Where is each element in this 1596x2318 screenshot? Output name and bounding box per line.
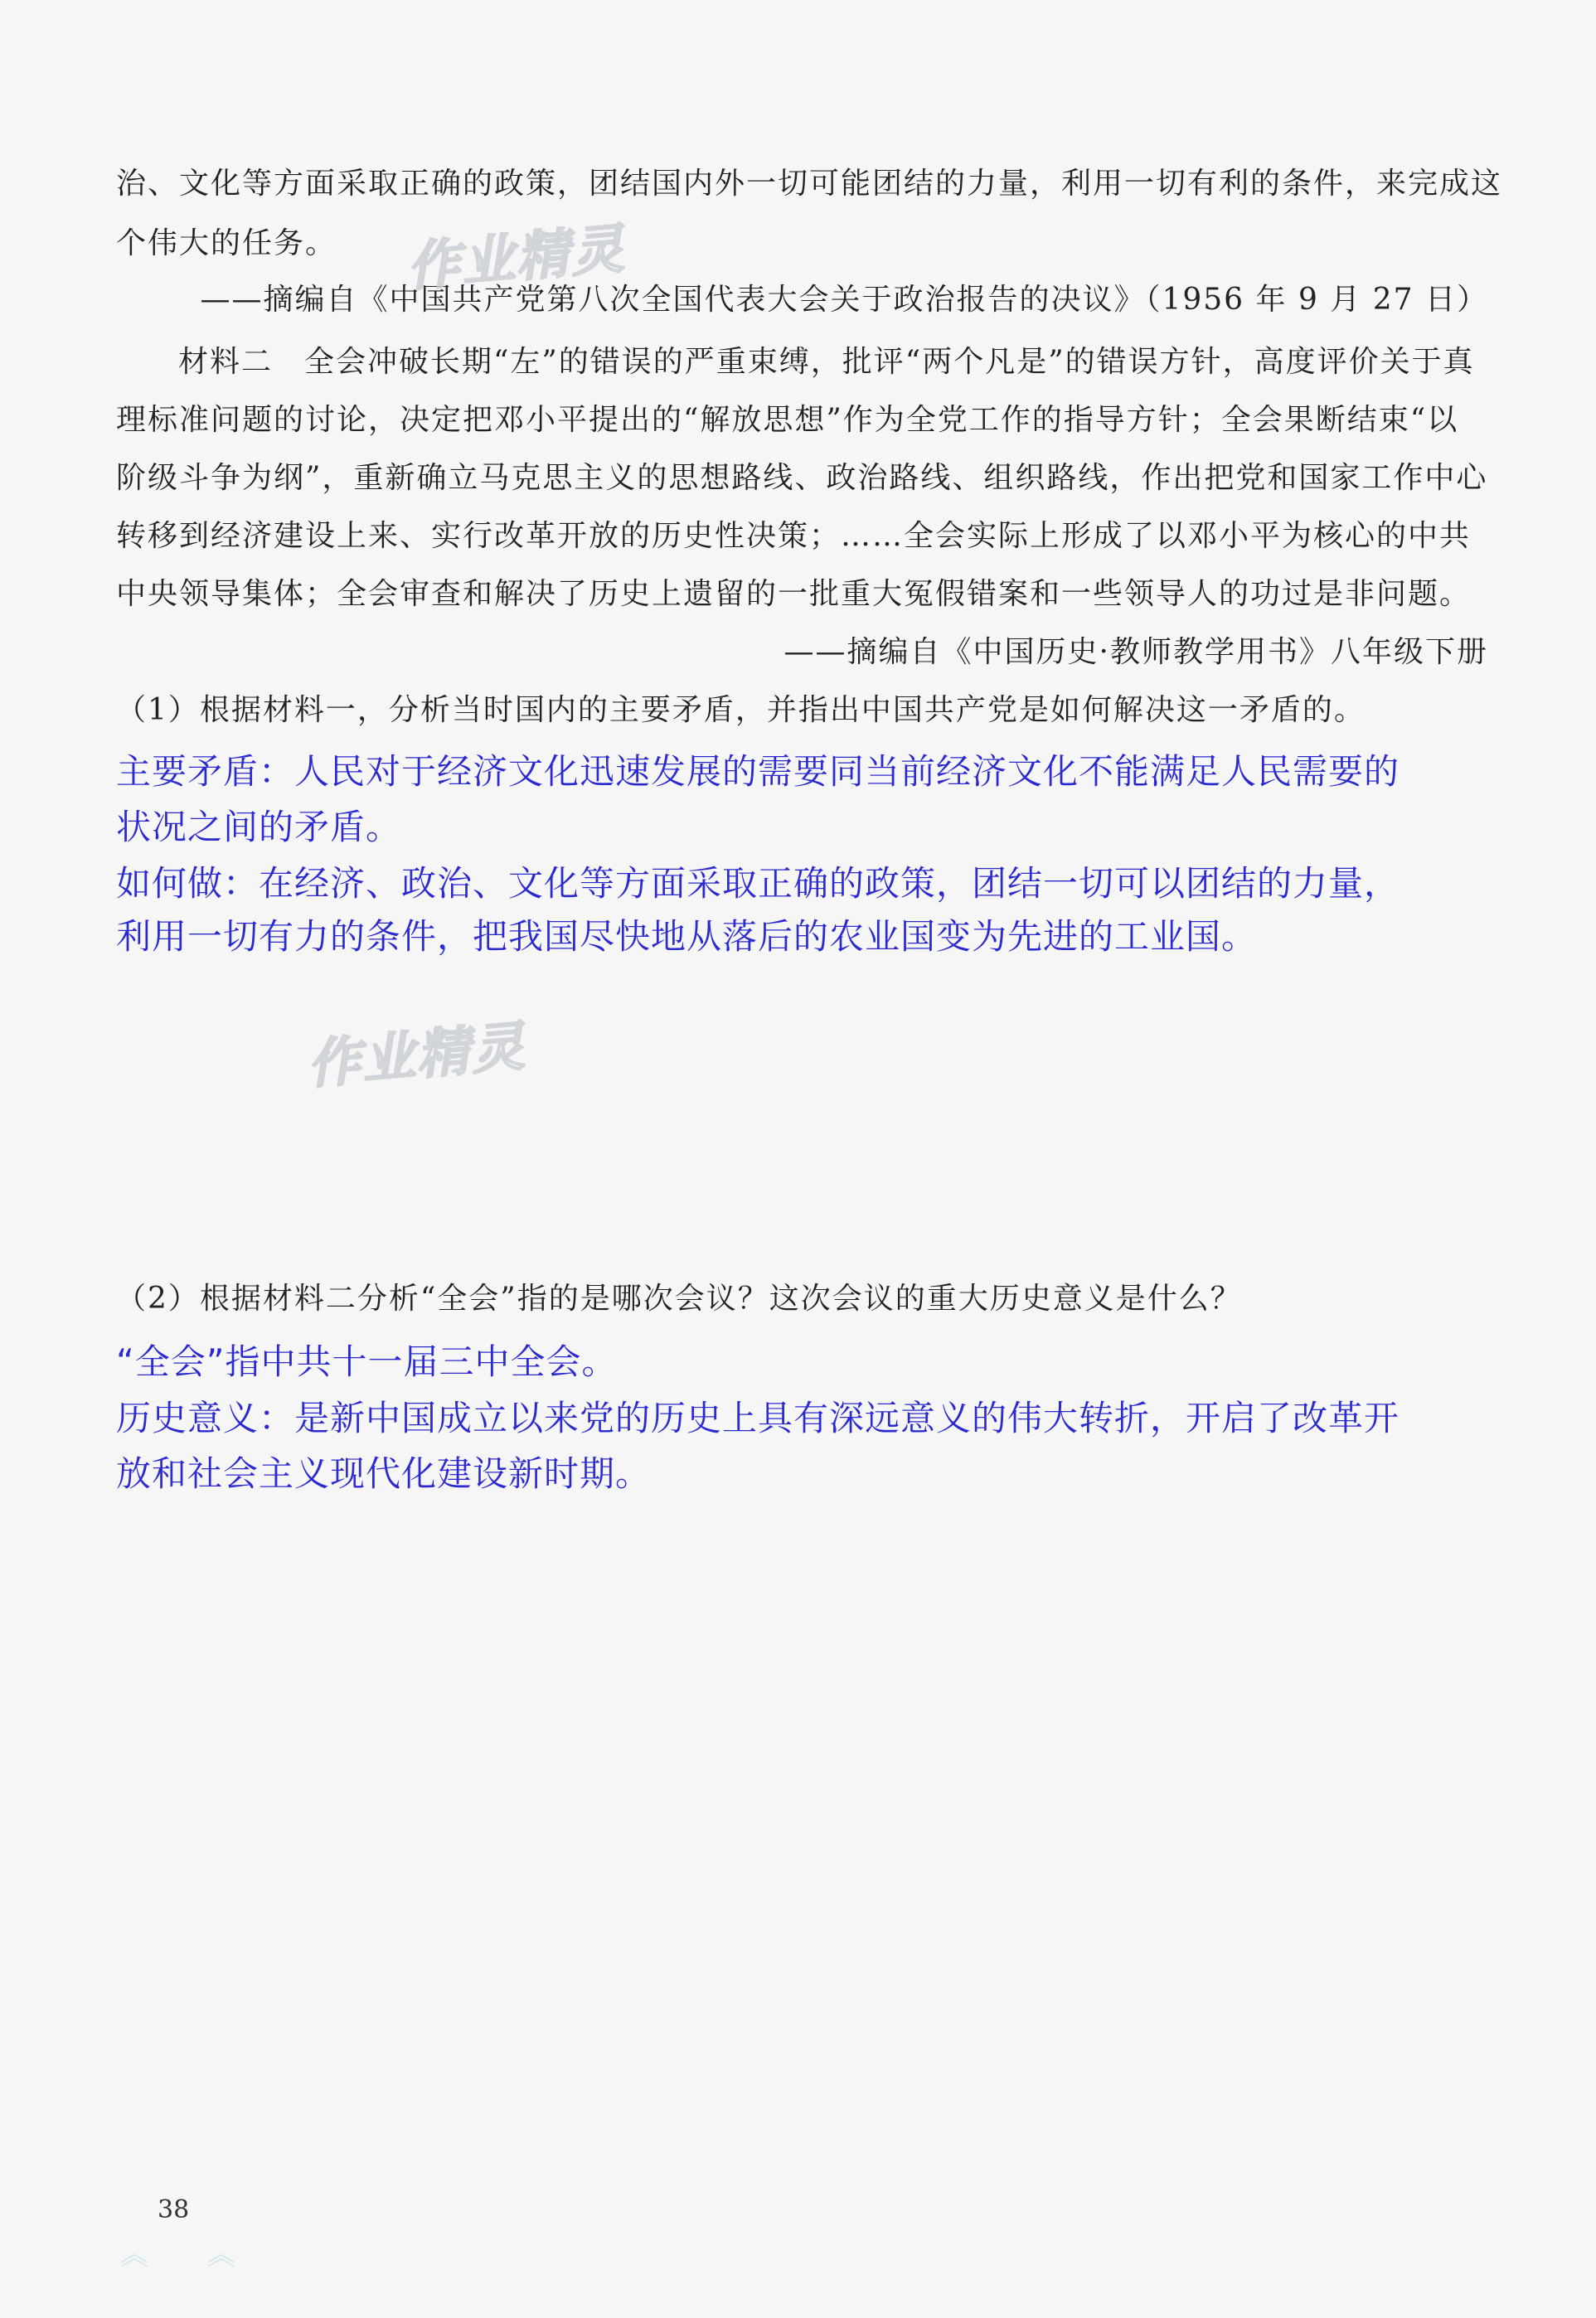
material2-line5: 中央领导集体；全会审查和解决了历史上遗留的一批重大冤假错案和一些领导人的功过是非问题。: [116, 577, 1472, 611]
material2-line1: 材料二 全会冲破长期“左”的错误的严重束缚，批评“两个凡是”的错误方针，高度评价关于真: [178, 345, 1475, 379]
watermark-middle: 作业精灵: [304, 1016, 529, 1097]
material2-line4: 转移到经济建设上来、实行改革开放的历史性决策；……全会实际上形成了以邓小平为核心的中共: [116, 519, 1472, 553]
question2-answer-line3: 放和社会主义现代化建设新时期。: [116, 1453, 652, 1494]
question2-text: （2）根据材料二分析“全会”指的是哪次会议？这次会议的重大历史意义是什么？: [116, 1282, 1242, 1316]
question2-answer-line1: “全会”指中共十一届三中全会。: [116, 1341, 618, 1382]
material1-source: ——摘编自《中国共产党第八次全国代表大会关于政治报告的决议》（1956 年 9 月 27 日）: [200, 283, 1488, 317]
material2-source: ——摘编自《中国历史·教师教学用书》八年级下册: [783, 635, 1488, 669]
material1-line1: 治、文化等方面采取正确的政策，团结国内外一切可能团结的力量，利用一切有利的条件，来完成这: [116, 167, 1503, 201]
material2-line3: 阶级斗争为纲”，重新确立马克思主义的思想路线、政治路线、组织路线，作出把党和国家工作中心: [116, 461, 1488, 495]
page-number: 38: [158, 2195, 190, 2224]
question1-answer-line3: 如何做：在经济、政治、文化等方面采取正确的政策，团结一切可以团结的力量，: [116, 863, 1400, 904]
question2-answer-line2: 历史意义：是新中国成立以来党的历史上具有深远意义的伟大转折，开启了改革开: [116, 1398, 1400, 1438]
question1-text: （1）根据材料一，分析当时国内的主要矛盾，并指出中国共产党是如何解决这一矛盾的。: [116, 693, 1366, 727]
question1-answer-line1: 主要矛盾：人民对于经济文化迅速发展的需要同当前经济文化不能满足人民需要的: [116, 751, 1400, 792]
footer-chevron-icon: ︽ ︽: [120, 2238, 260, 2272]
question1-answer-line2: 状况之间的矛盾。: [116, 807, 402, 847]
watermark-top: 作业精灵: [404, 218, 628, 299]
question1-answer-line4: 利用一切有力的条件，把我国尽快地从落后的农业国变为先进的工业国。: [116, 916, 1258, 957]
material2-line2: 理标准问题的讨论，决定把邓小平提出的“解放思想”作为全党工作的指导方针；全会果断结束“以: [116, 403, 1459, 437]
material1-line2: 个伟大的任务。: [116, 226, 337, 260]
